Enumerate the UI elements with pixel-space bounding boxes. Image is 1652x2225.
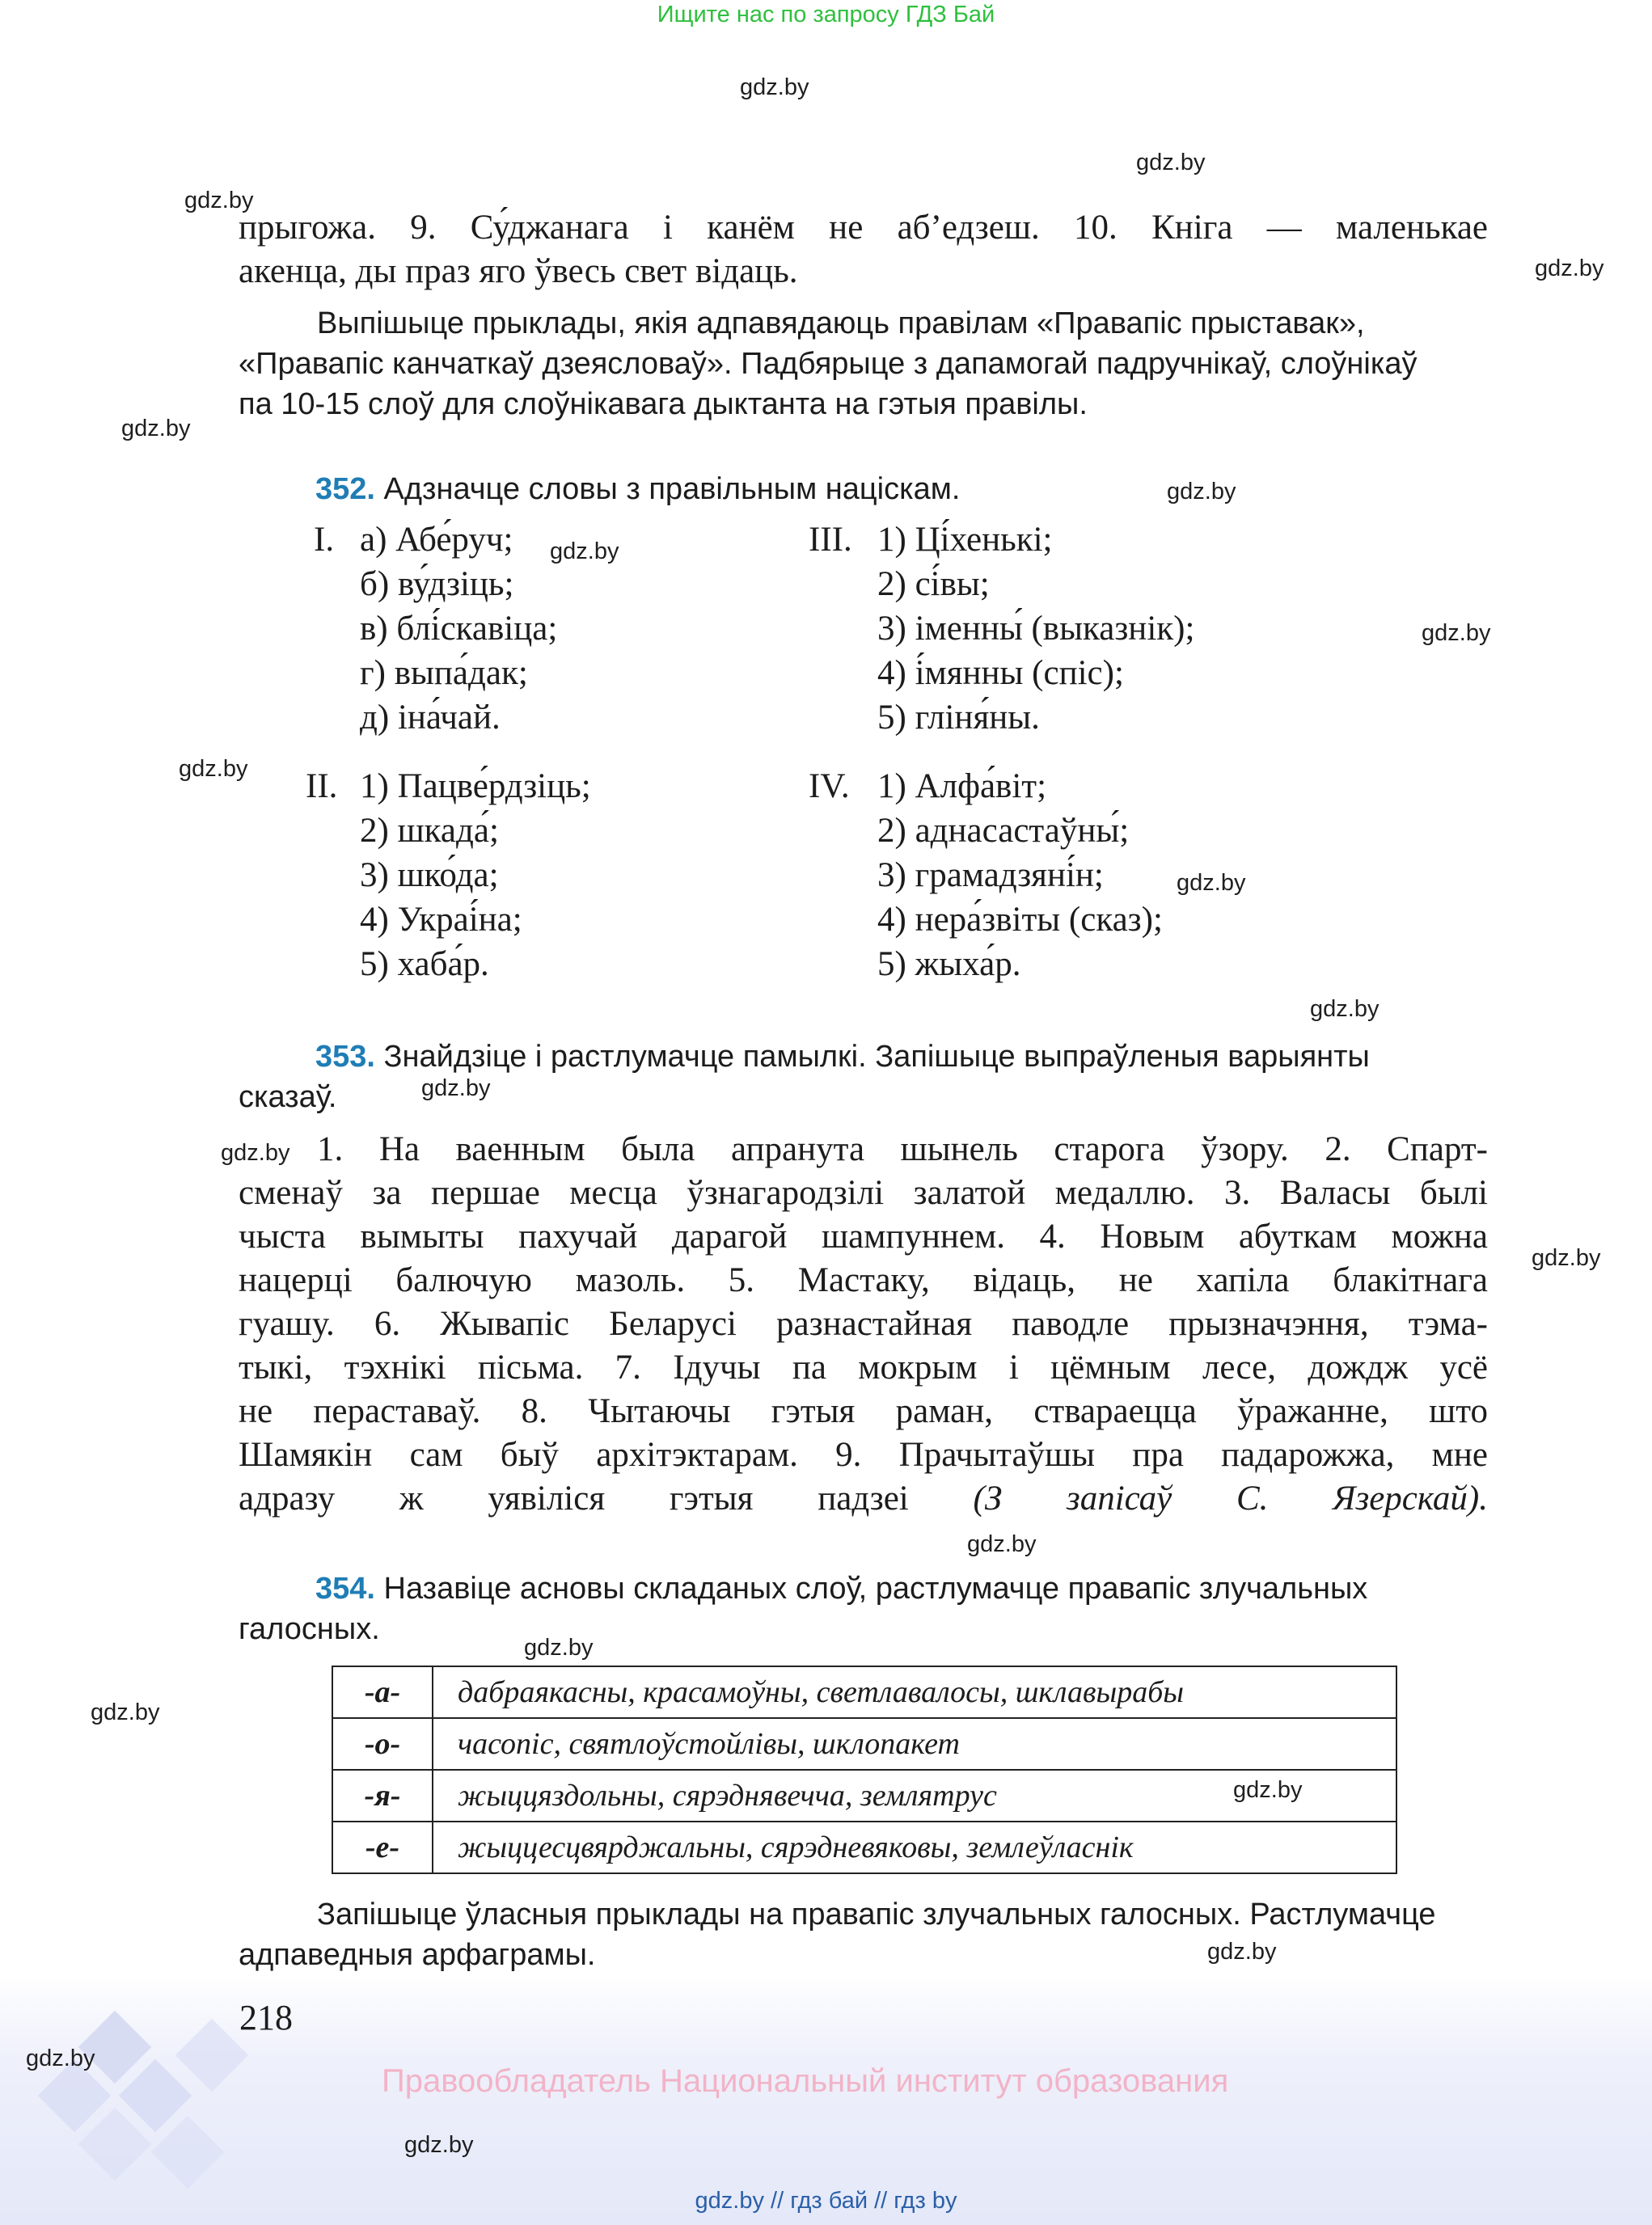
stress-option: а) Абе́руч; (360, 521, 513, 559)
page-number: 218 (239, 1998, 293, 2037)
sentence-line: нацерці балючую мазоль. 5. Мастаку, відаць, не хапіла блакітнага (239, 1261, 1488, 1299)
exercise-number: 353. (315, 1040, 375, 1074)
exercise-task: Назавіце асновы складаных слоў, растлумачце правапіс злучальных (383, 1572, 1368, 1606)
stress-option: в) блі́скавіца; (360, 610, 558, 648)
stress-option: б) ву́дзіць; (360, 565, 514, 603)
sentence-text: адразу ж уявіліся гэтыя падзеі (239, 1480, 909, 1518)
intro-task-line: «Правапіс канчаткаў дзеясловаў». Падбярыце з дапамогай падручнікаў, слоўнікаў (239, 347, 1418, 381)
sentence-line (239, 1477, 1488, 1521)
exercise-number: 352. (315, 472, 375, 506)
sentence-line: тыкі, тэхнікі пісьма. 7. Ідучы па мокрым і цёмным лесе, дождж усё (239, 1349, 1488, 1387)
watermark: gdz.by (179, 756, 248, 782)
watermark: gdz.by (740, 74, 809, 100)
example-words: жыццесцвярджальны, сярэдневяковы, землеўласнік (433, 1822, 1396, 1873)
stress-option: г) выпа́дак; (360, 654, 528, 692)
footer-task-line: адпаведныя арфаграмы. (239, 1938, 596, 1972)
stress-option: 2) аднасастаўны́; (877, 812, 1130, 850)
search-hint-banner[interactable]: Ищите нас по запросу ГДЗ Бай (657, 2, 995, 27)
stress-option: 5) хаба́р. (360, 945, 489, 983)
stress-option: 3) шко́да; (360, 856, 499, 894)
intro-task-line: па 10-15 слоў для слоўнікавага дыктанта на гэтыя правілы. (239, 387, 1088, 421)
exercise-352-heading (315, 469, 960, 509)
watermark: gdz.by (1310, 996, 1379, 1022)
watermark: gdz.by (524, 1635, 594, 1661)
stress-option: 4) нера́звіты (сказ); (877, 901, 1163, 939)
stress-option: 3) грамадзяні́н; (877, 856, 1104, 894)
stress-option: 5) жыха́р. (877, 945, 1021, 983)
watermark: gdz.by (550, 538, 619, 564)
example-words: часопіс, святлоўстойлівы, шклопакет (433, 1718, 1396, 1770)
sentence-line: сменаў за першае месца ўзнагародзілі залатой медаллю. 3. Валасы былі (239, 1174, 1488, 1212)
intro-line: акенца, ды праз яго ўвесь свет відаць. (239, 252, 798, 290)
exercise-354-heading (315, 1568, 1367, 1609)
copyright-notice: Правообладатель Национальный институт образования (382, 2063, 1229, 2099)
roman-numeral: III. (809, 521, 852, 559)
roman-numeral: IV. (809, 767, 850, 805)
stress-option: 1) Алфа́віт; (877, 767, 1047, 805)
watermark: gdz.by (121, 416, 191, 441)
roman-numeral: II. (306, 767, 338, 805)
example-words: дабраякасны, красамоўны, светлавалосы, шклавырабы (433, 1666, 1396, 1718)
intro-line: прыгожа. 9. Су́джанага і канём не аб’едзеш. 10. Кніга — маленькае (239, 209, 1488, 247)
vowel-key: -а- (332, 1666, 433, 1718)
stress-option: 3) іменны́ (выказнік); (877, 610, 1195, 648)
watermark: gdz.by (91, 1699, 160, 1725)
watermark: gdz.by (26, 2046, 95, 2071)
watermark: gdz.by (1177, 870, 1246, 896)
bottom-links[interactable]: gdz.by // гдз бай // гдз by (695, 2188, 957, 2214)
exercise-353-heading (315, 1037, 1370, 1077)
intro-task-line: Выпішыце прыклады, якія адпавядаюць правілам «Правапіс прыставак», (317, 306, 1365, 340)
sentence-line: Шамякін сам быў архітэктарам. 9. Прачытаўшы пра падарожжа, мне (239, 1436, 1488, 1474)
sentence-line: 1. На ваенным была апранута шынель старога ўзору. 2. Спарт- (317, 1130, 1488, 1168)
vowel-key: -о- (332, 1718, 433, 1770)
watermark: gdz.by (967, 1531, 1037, 1557)
table-row (332, 1822, 1396, 1873)
table-row (332, 1718, 1396, 1770)
stress-option: 1) Пацве́рдзіць; (360, 767, 591, 805)
sentence-line: не пераставаў. 8. Чытаючы гэтыя раман, ствараецца ўражанне, што (239, 1392, 1488, 1430)
exercise-task: Знайдзіце і растлумачце памылкі. Запішыце выпраўленыя варыянты (383, 1040, 1370, 1074)
source-citation: (З запісаў С. Язерскай). (973, 1480, 1488, 1518)
exercise-task: галосных. (239, 1612, 380, 1646)
watermark: gdz.by (1535, 255, 1604, 281)
watermark: gdz.by (1233, 1777, 1303, 1803)
linking-vowels-table (332, 1666, 1397, 1874)
watermark: gdz.by (1207, 1939, 1277, 1965)
stress-option: 5) гліня́ны. (877, 699, 1040, 737)
watermark: gdz.by (184, 188, 254, 213)
vowel-key: -я- (332, 1770, 433, 1822)
watermark: gdz.by (1167, 479, 1236, 505)
watermark: gdz.by (404, 2132, 474, 2158)
watermark: gdz.by (421, 1075, 491, 1101)
sentence-line: гуашу. 6. Жывапіс Беларусі разнастайная паводле прызначэння, тэма- (239, 1305, 1488, 1343)
footer-task-line: Запішыце ўласныя прыклады на правапіс злучальных галосных. Растлумачце (317, 1898, 1436, 1932)
watermark: gdz.by (221, 1140, 290, 1166)
table-row (332, 1666, 1396, 1718)
stress-option: 2) сі́вы; (877, 565, 990, 603)
example-words: жыццяздольны, сярэднявечча, землятрус (433, 1770, 1396, 1822)
table-row (332, 1770, 1396, 1822)
stress-option: 2) шкада́; (360, 812, 499, 850)
stress-option: 4) Украі́на; (360, 901, 522, 939)
sentence-line: чыста вымыты пахучай дарагой шампуннем. 4. Новым абуткам можна (239, 1218, 1488, 1256)
watermark: gdz.by (1422, 620, 1491, 646)
stress-option: 1) Ці́хенькі; (877, 521, 1053, 559)
exercise-number: 354. (315, 1572, 375, 1606)
watermark: gdz.by (1532, 1245, 1601, 1271)
exercise-task: сказаў. (239, 1080, 337, 1114)
stress-option: 4) і́мянны (спіс); (877, 654, 1124, 692)
stress-option: д) іна́чай. (360, 699, 501, 737)
vowel-key: -е- (332, 1822, 433, 1873)
exercise-task: Адзначце словы з правільным націскам. (383, 472, 961, 506)
roman-numeral: I. (314, 521, 335, 559)
watermark: gdz.by (1136, 150, 1206, 175)
